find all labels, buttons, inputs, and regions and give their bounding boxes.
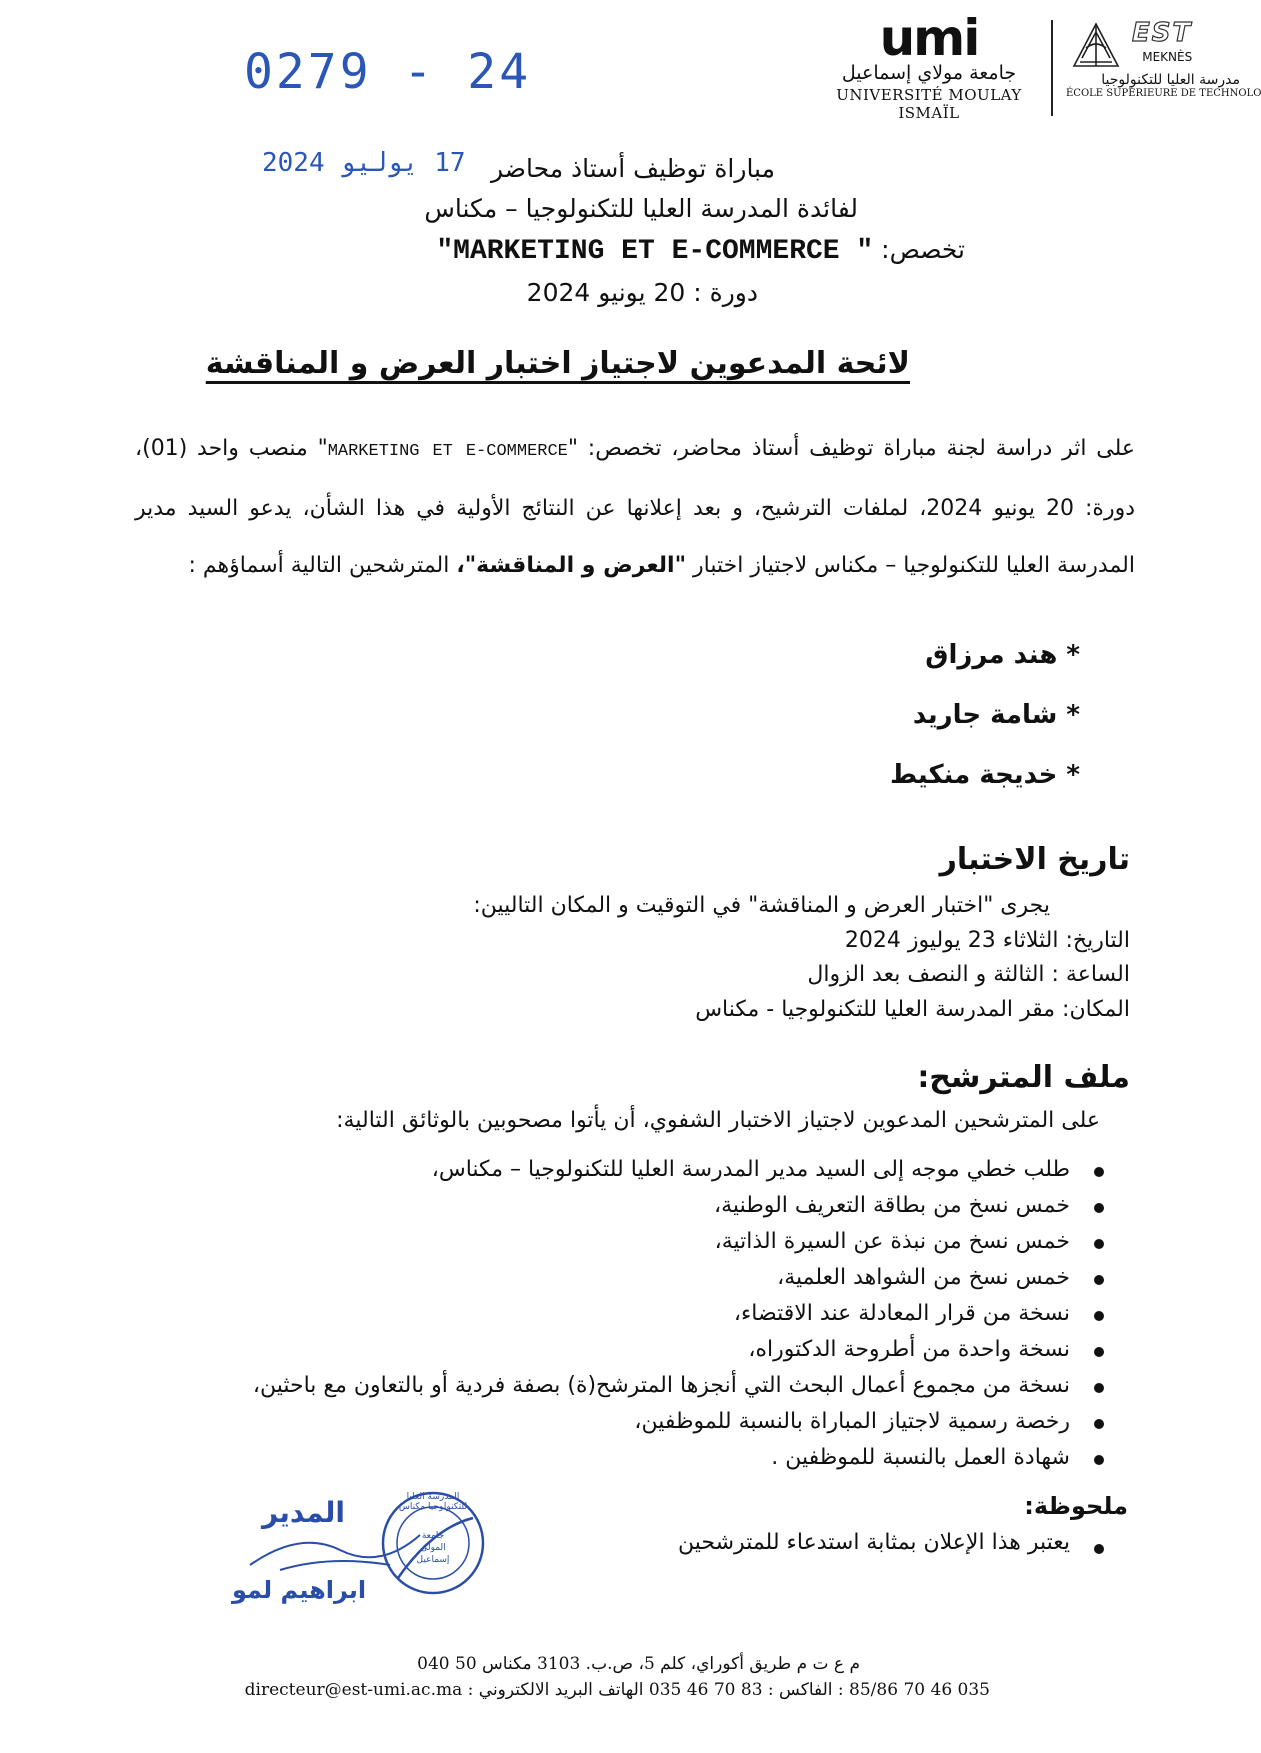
reference-number-stamp: 0279 - 24 [244, 44, 532, 100]
document-item-text: نسخة واحدة من أطروحة الدكتوراه، [748, 1337, 1070, 1362]
document-item-text: نسخة من مجموع أعمال البحث التي أنجزها المترشح(ة) بصفة فردية أو بالتعاون مع باحثين، [252, 1373, 1070, 1398]
list-item [70, 1332, 1070, 1368]
document-item-text: خمس نسخ من نبذة عن السيرة الذاتية، [714, 1229, 1070, 1254]
date-stamp: 17 يوليو 2024 [262, 148, 466, 178]
intro-text-3: المترشحين التالية أسماؤهم : [188, 553, 457, 578]
list-item [70, 1188, 1070, 1224]
intro-text-2: " منصب واحد (01)، دورة: 20 يونيو 2024، لملفات الترشيح، و بعد إعلانها عن النتائج الأولية في هذا الشأن، يدعو السيد مدير المدرسة العليا للتكنولوجيا – مكناس لاجتياز اختبار [135, 436, 1135, 578]
competition-title: مباراة توظيف أستاذ محاضر [490, 154, 775, 183]
exam-intro: يجرى "اختبار العرض و المناقشة" في التوقيت و المكان التاليين: [473, 893, 1050, 918]
document-item-text: خمس نسخ من بطاقة التعريف الوطنية، [714, 1193, 1070, 1218]
page-heading: لائحة المدعوين لاجتياز اختبار العرض و المناقشة [205, 346, 910, 381]
umi-french-name: UNIVERSITÉ MOULAY ISMAÏL [836, 86, 1022, 122]
candidate-1: * هند مرزاق [925, 640, 1080, 670]
documents-list [70, 1152, 1110, 1476]
umi-logo [818, 9, 1040, 122]
exam-place: المكان: مقر المدرسة العليا للتكنولوجيا - مكناس [695, 997, 1130, 1022]
candidate-2: * شامة جاريد [912, 700, 1080, 730]
est-logo [1066, 18, 1261, 99]
est-city: MEKNÈS [1142, 50, 1193, 64]
intro-text-1: على اثر دراسة لجنة مباراة توظيف أستاذ محاضر، تخصص: " [567, 436, 1136, 461]
specialty-label: تخصص: [881, 235, 965, 264]
exam-time: الساعة : الثالثة و النصف بعد الزوال [807, 962, 1130, 987]
note-item [678, 1530, 1110, 1555]
session-line: دورة : 20 يونيو 2024 [526, 278, 758, 307]
document-item-text: شهادة العمل بالنسبة للموظفين . [771, 1445, 1070, 1470]
note-text: يعتبر هذا الإعلان بمثابة استدعاء للمترشحين [678, 1530, 1070, 1555]
seal-outer-text: المدرسة العليا للتكنولوجيا مكناس [398, 1492, 468, 1512]
exam-date: التاريخ: الثلاثاء 23 يوليوز 2024 [844, 928, 1130, 953]
list-item [70, 1152, 1070, 1188]
umi-logo-mark: umi [879, 9, 979, 67]
intro-exam-name: "العرض و المناقشة"، [456, 553, 687, 578]
footer-address: م ع ت م طريق أكوراي، كلم 5، ص.ب. 3103 مكناس 50 040 [417, 1654, 860, 1674]
director-title: المدير [262, 1496, 345, 1529]
exam-section-title: تاريخ الاختبار [939, 842, 1130, 877]
document-item-text: طلب خطي موجه إلى السيد مدير المدرسة العليا للتكنولوجيا – مكناس، [431, 1157, 1070, 1182]
est-emblem-icon [1066, 18, 1126, 72]
file-section-title: ملف المترشح: [917, 1060, 1130, 1095]
specialty-line [436, 235, 965, 267]
document-item-text: خمس نسخ من الشواهد العلمية، [777, 1265, 1070, 1290]
est-french-name: ÉCOLE SUPÉRIEURE DE TECHNOLO [1066, 88, 1261, 99]
intro-paragraph [135, 420, 1135, 594]
signature-scribble-icon [240, 1520, 430, 1580]
list-item [70, 1224, 1070, 1260]
director-name: ابراهيم لمو [232, 1576, 367, 1604]
intro-specialty: MARKETING ET E-COMMERCE [327, 442, 568, 461]
file-intro: على المترشحين المدعوين لاجتياز الاختبار الشفوي، أن يأتوا مصحوبين بالوثائق التالية: [336, 1108, 1100, 1133]
footer-contact: 035 46 70 85/86 : الفاكس : 83 70 46 035 الهاتف البريد الالكتروني : directeur@est-umi.ac.ma [244, 1680, 990, 1700]
specialty-value: "MARKETING ET E-COMMERCE " [436, 236, 874, 267]
umi-arabic-name: جامعة مولاي إسماعيل [841, 62, 1017, 84]
logo-separator [1051, 20, 1053, 116]
seal-inner-text: جامعة المولى إسماعيل [416, 1531, 450, 1565]
document-item-text: نسخة من قرار المعادلة عند الاقتضاء، [733, 1301, 1070, 1326]
document-item-text: رخصة رسمية لاجتياز المباراة بالنسبة للموظفين، [634, 1409, 1070, 1434]
list-item [70, 1404, 1070, 1440]
est-arabic-name: مدرسة العليا للتكنولوجيا [1101, 72, 1240, 88]
est-mark: EST [1132, 18, 1193, 48]
list-item [70, 1260, 1070, 1296]
candidate-3: * خديجة منكيط [889, 760, 1080, 790]
list-item [70, 1440, 1070, 1476]
competition-beneficiary: لفائدة المدرسة العليا للتكنولوجيا – مكناس [424, 194, 858, 223]
list-item [70, 1368, 1070, 1404]
note-title: ملحوظة: [1024, 1492, 1128, 1520]
list-item [70, 1296, 1070, 1332]
